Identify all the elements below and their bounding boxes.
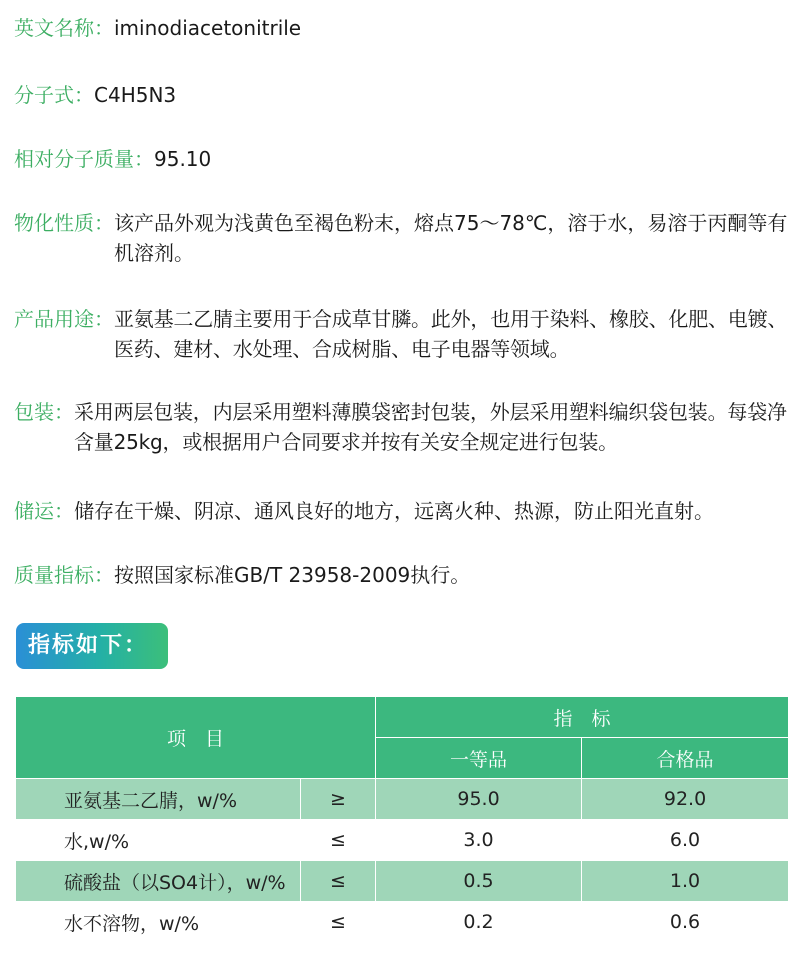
field-label: 分子式：	[14, 83, 94, 107]
row-name: 硫酸盐（以SO4计），w/%	[16, 861, 301, 902]
field-formula	[14, 80, 794, 110]
header-grade1: 一等品	[376, 738, 582, 779]
row-name: 水,w/%	[16, 820, 301, 861]
field-label: 质量指标：	[14, 563, 114, 587]
field-value: 95.10	[154, 147, 212, 171]
field-storage	[14, 496, 794, 526]
table-row	[16, 779, 789, 820]
row-grade1-value: 0.2	[376, 902, 582, 943]
field-label: 物化性质：	[14, 211, 114, 235]
field-value: 储存在干燥、阴凉、通风良好的地方，远离火种、热源，防止阳光直射。	[74, 499, 714, 523]
row-name: 水不溶物，w/%	[16, 902, 301, 943]
field-value: 采用两层包装，内层采用塑料薄膜袋密封包装，外层采用塑料编织袋包装。每袋净含量25kg，或根据用户合同要求并按有关安全规定进行包装。	[74, 400, 787, 454]
row-operator: ≤	[301, 820, 376, 861]
field-label: 相对分子质量：	[14, 147, 154, 171]
field-molecular-weight	[14, 144, 794, 174]
spec-table	[15, 696, 789, 943]
field-value: iminodiacetonitrile	[114, 16, 302, 40]
field-usage	[14, 304, 794, 364]
row-operator: ≤	[301, 902, 376, 943]
row-operator: ≤	[301, 861, 376, 902]
row-grade1-value: 3.0	[376, 820, 582, 861]
field-packaging	[14, 397, 794, 457]
field-value: 该产品外观为浅黄色至褐色粉末，熔点75～78℃，溶于水，易溶于丙酮等有机溶剂。	[114, 211, 788, 265]
spec-badge: 指标如下：	[16, 623, 168, 669]
header-spec: 指 标	[376, 697, 789, 738]
table-row	[16, 902, 789, 943]
table-row	[16, 861, 789, 902]
table-row	[16, 820, 789, 861]
row-grade2-value: 92.0	[582, 779, 789, 820]
header-grade2: 合格品	[582, 738, 789, 779]
header-item: 项 目	[16, 697, 376, 779]
row-operator: ≥	[301, 779, 376, 820]
row-grade2-value: 1.0	[582, 861, 789, 902]
row-grade1-value: 0.5	[376, 861, 582, 902]
table-header-row	[16, 697, 789, 738]
row-grade2-value: 0.6	[582, 902, 789, 943]
field-properties	[14, 208, 794, 268]
field-label: 产品用途：	[14, 307, 114, 331]
field-label: 储运：	[14, 499, 74, 523]
field-value: 亚氨基二乙腈主要用于合成草甘膦。此外，也用于染料、橡胶、化肥、电镀、医药、建材、水处理、合成树脂、电子电器等领域。	[114, 307, 788, 361]
field-quality-standard	[14, 560, 794, 590]
field-label: 包装：	[14, 400, 74, 424]
row-name: 亚氨基二乙腈，w/%	[16, 779, 301, 820]
field-label: 英文名称：	[14, 16, 114, 40]
field-english-name	[14, 13, 794, 43]
row-grade2-value: 6.0	[582, 820, 789, 861]
field-value: C4H5N3	[94, 83, 177, 107]
row-grade1-value: 95.0	[376, 779, 582, 820]
field-value: 按照国家标准GB/T 23958-2009执行。	[114, 563, 471, 587]
